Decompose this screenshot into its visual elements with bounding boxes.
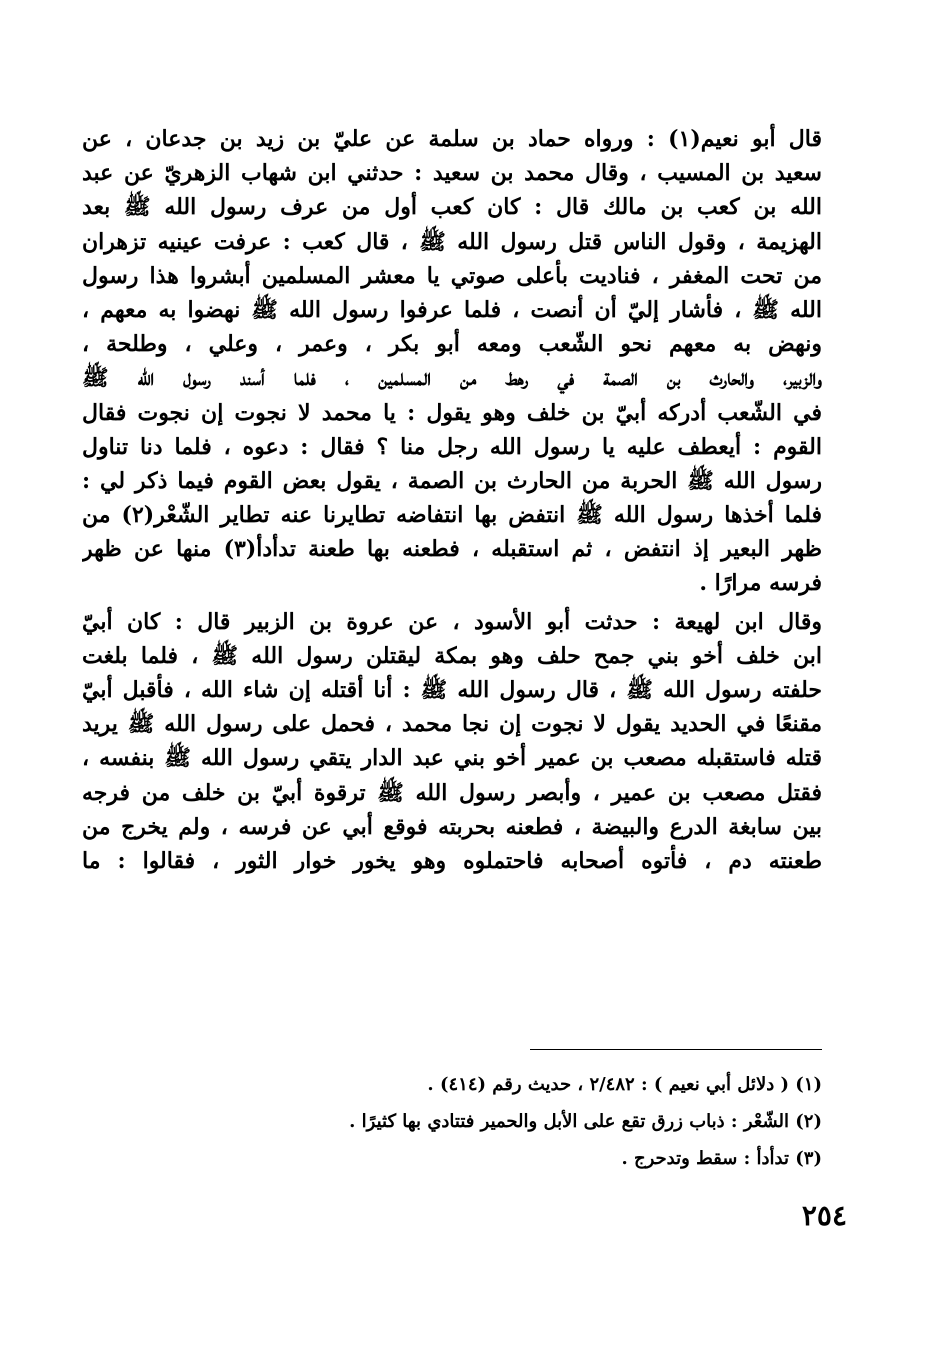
text-line: قال أبو نعيم(١) : ورواه حماد بن سلمة عن عليّ بن زيد بن جدعان ، عن (82, 126, 822, 152)
footnotes (82, 1066, 822, 1177)
footnote-2: (٢) الشّعْر : ذباب زرق تقع على الأبل والحمير فتتادي بها كثيرًا . (349, 1111, 822, 1132)
text-line: وقال ابن لهيعة : حدثت أبو الأسود ، عن عروة بن الزبير قال : كان أبيّ (82, 608, 822, 635)
footnote-3: (٣) تدأدأ : سقط وتدحرج . (621, 1148, 822, 1169)
footnote-separator (530, 1049, 822, 1050)
text-line: من تحت المغفر ، فناديت بأعلى صوتي يا معشر المسلمين أبشروا هذا رسول (82, 262, 822, 289)
text-line: ظهر البعير إذ انتفض ، ثم استقبله ، فطعنه بها طعنة تدأدأ(٣) منها عن ظهر (82, 536, 822, 563)
text-line: والزبير، والحارث بن الصمة في رهط من المسلمين ، فلما أسند رسول الله ﷺ (82, 365, 822, 392)
text-line: الله ﷺ ، فأشار إليّ أن أنصت ، فلما عرفوا رسول الله ﷺ نهضوا به معهم ، (82, 296, 822, 323)
text-line: حلفته رسول الله ﷺ ، قال رسول الله ﷺ : أنا أقتله إن شاء الله ، فأقبل أبيّ (82, 677, 822, 703)
text-line: قتله فاستقبله مصعب بن عمير أخو بني عبد الدار يتقي رسول الله ﷺ بنفسه ، (82, 745, 822, 772)
text-line: طعنته دم ، فأتوه أصحابه فاحتملوه وهو يخور خوار الثور ، فقالوا : ما (82, 847, 822, 874)
text-line: مقنعًا في الحديد يقول لا نجوت إن نجا محمد ، فحمل على رسول الله ﷺ يريد (82, 711, 822, 738)
page-number: ٢٥٤ (801, 1199, 847, 1232)
text-line: فلما أخذها رسول الله ﷺ انتفض بها انتفاضه تطايرنا عنه تطاير الشّعْر(٢) من (82, 502, 822, 529)
text-line: بين سابغة الدرع والبيضة ، فطعنه بحربته فوقع أبي عن فرسه ، ولم يخرج من (82, 813, 822, 840)
text-line: ابن خلف أخو بني جمح حلف وهو بمكة ليقتلن رسول الله ﷺ ، فلما بلغت (82, 642, 822, 669)
text-line: الهزيمة ، وقول الناس قتل رسول الله ﷺ ، قال كعب : عرفت عينيه تزهران (82, 228, 822, 255)
text-line: رسول الله ﷺ الحربة من الحارث بن الصمة ، يقول بعض القوم فيما ذكر لي : (82, 467, 822, 494)
text-line: فرسه مرارًا . (699, 570, 822, 597)
text-line: فقتل مصعب بن عمير ، وأبصر رسول الله ﷺ ترقوة أبيّ بن خلف من فرجه (82, 779, 822, 806)
footnote-1: (١) ( دلائل أبي نعيم ) : ٢/٤٨٢ ، حديث رقم (٤١٤) . (427, 1074, 822, 1095)
text-line: سعيد بن المسيب ، وقال محمد بن سعيد : حدثني ابن شهاب الزهريّ عن عبد (82, 160, 822, 187)
body-text (82, 122, 822, 878)
text-line: الله بن كعب بن مالك قال : كان كعب أول من عرف رسول الله ﷺ بعد (82, 194, 822, 221)
text-line: ونهض به معهم نحو الشّعب ومعه أبو بكر ، وعمر ، وعلي ، وطلحة ، (82, 331, 822, 358)
text-line: القوم : أيعطف عليه يا رسول الله رجل منا ؟ فقال : دعوه ، فلما دنا تناول (82, 433, 822, 460)
text-line: في الشّعب أدركه أبيّ بن خلف وهو يقول : يا محمد لا نجوت إن نجوت فقال (82, 399, 822, 426)
